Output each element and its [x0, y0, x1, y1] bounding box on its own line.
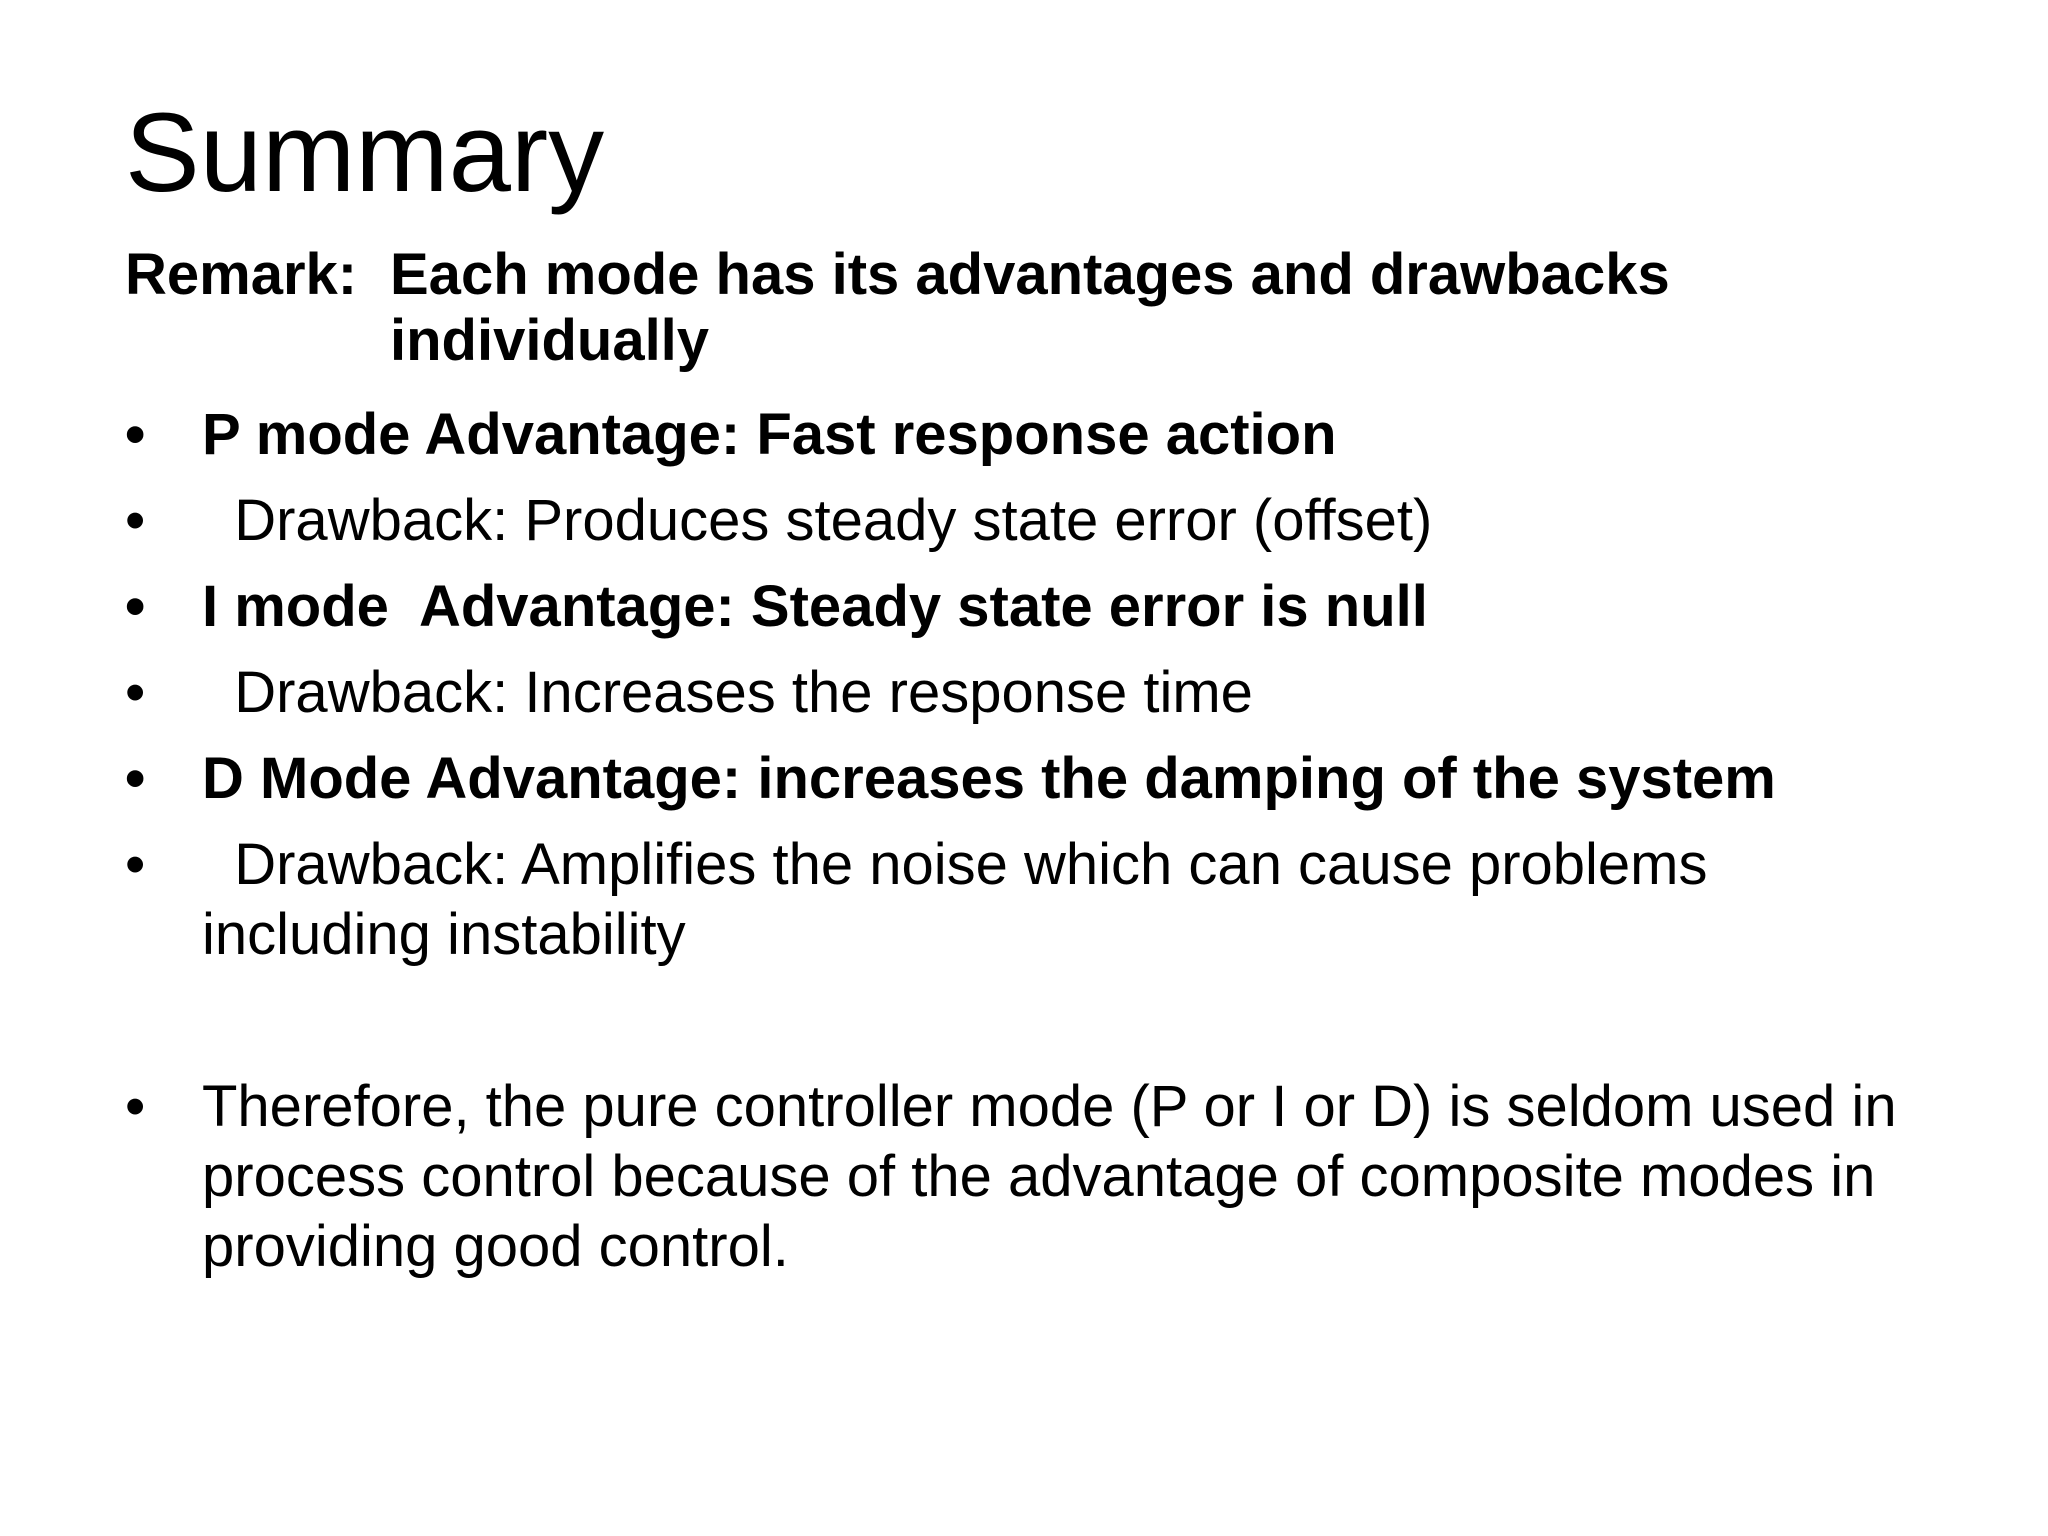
bullet-text: Therefore, the pure controller mode (P or I or D) is seldom used in process control because of the advantage of composite modes in providing good control.: [202, 1074, 1913, 1279]
bullet-text: D Mode Advantage: increases the damping of the system: [202, 746, 1776, 811]
bullet-text: Drawback: Increases the response time: [202, 660, 1253, 725]
bullet-text: Drawback: Produces steady state error (offset): [202, 488, 1433, 553]
bullet-icon: •: [125, 1074, 146, 1139]
bullet-icon: •: [125, 402, 146, 467]
remark-label: Remark:: [125, 242, 358, 307]
slide-title: Summary: [125, 90, 605, 215]
bullet-icon: •: [125, 832, 146, 897]
bullet-text: I mode Advantage: Steady state error is null: [202, 574, 1428, 639]
remark-text-line1: Each mode has its advantages and drawbacks: [390, 242, 1670, 307]
bullet-icon: •: [125, 488, 146, 553]
bullet-icon: •: [125, 660, 146, 725]
bullet-text: P mode Advantage: Fast response action: [202, 402, 1337, 467]
bullet-icon: •: [125, 574, 146, 639]
bullet-text: Drawback: Amplifies the noise which can cause problems including instability: [202, 832, 1724, 967]
bullet-icon: •: [125, 746, 146, 811]
remark-text-line2: individually: [390, 308, 710, 373]
